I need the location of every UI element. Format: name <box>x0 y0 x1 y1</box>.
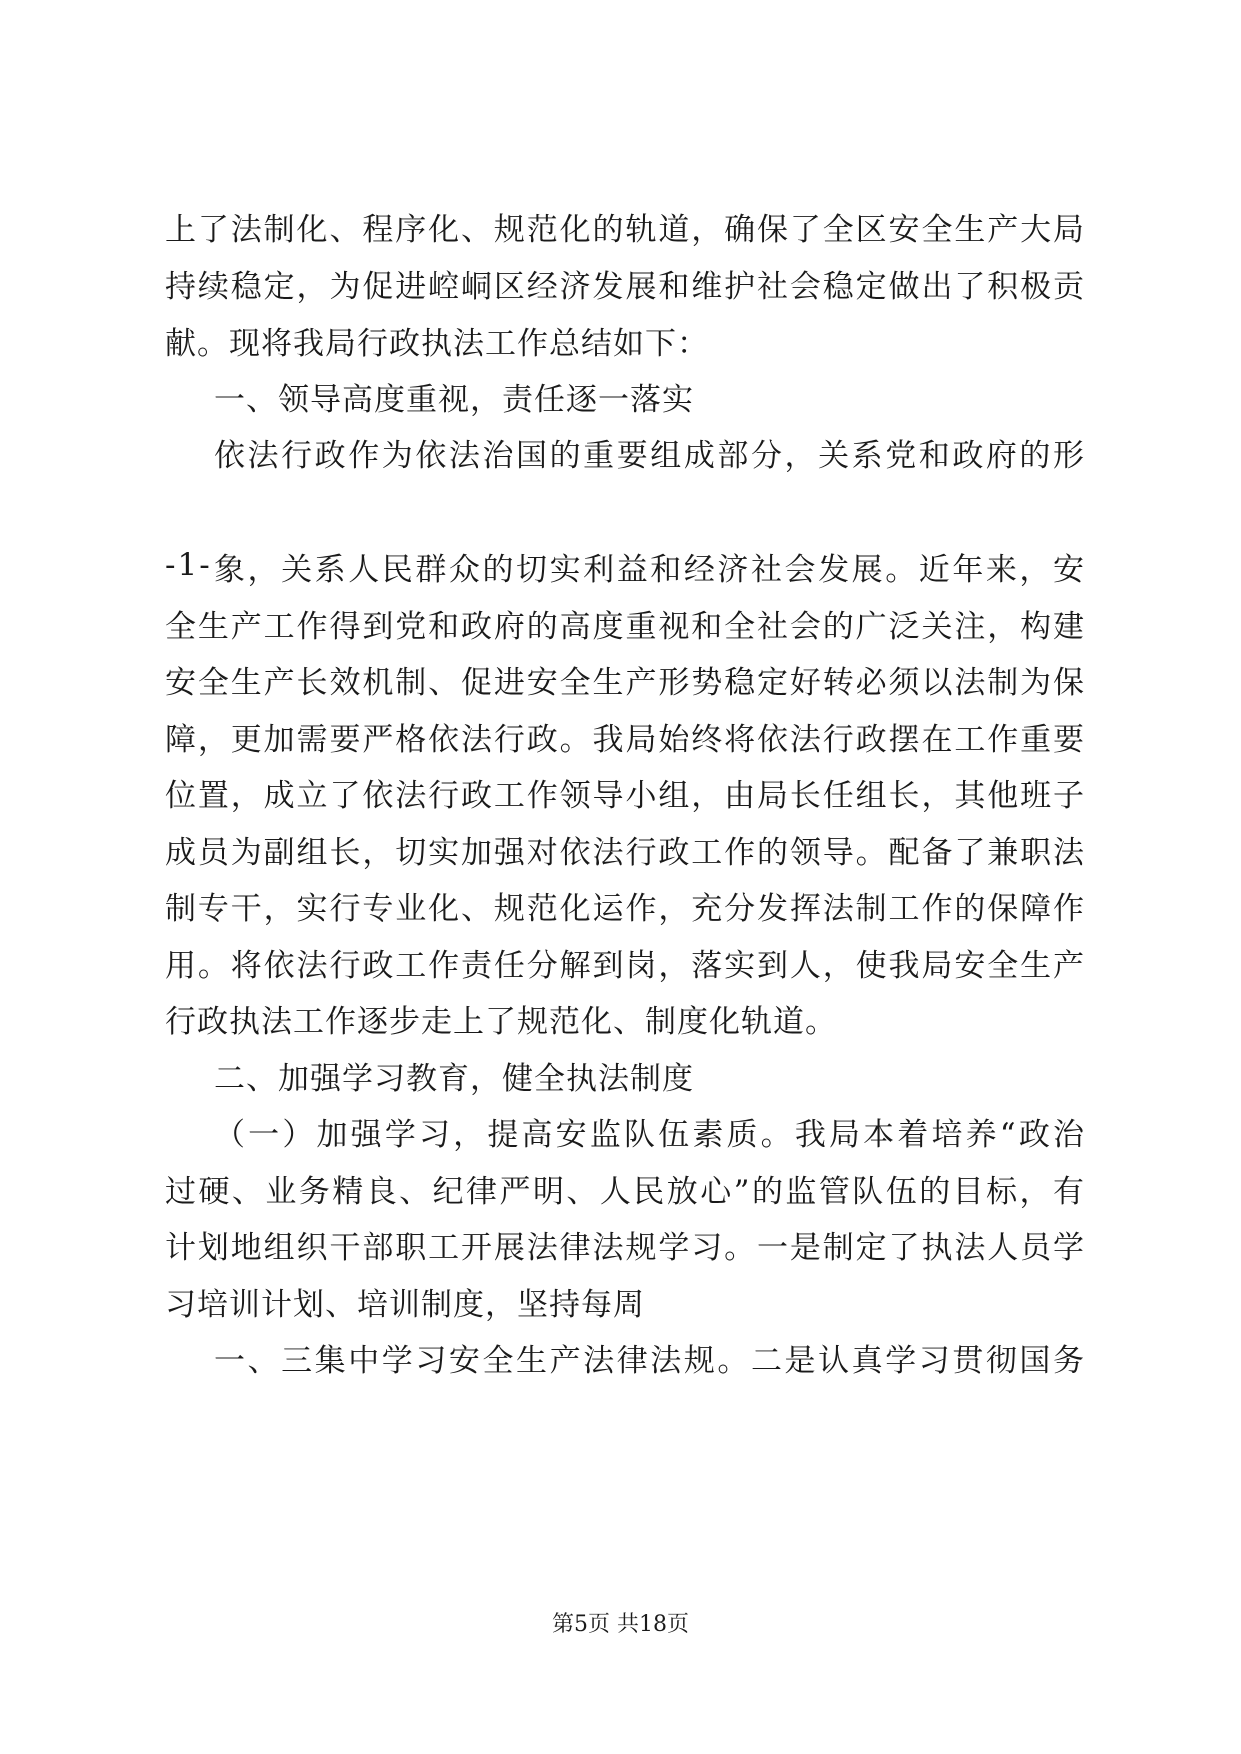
body-line-12: 制专干，实行专业化、规范化运作，充分发挥法制工作的保障作 <box>165 891 1085 927</box>
body-line-20: 一、三集中学习安全生产法律法规。二是认真学习贯彻国务 <box>214 1343 1085 1379</box>
page-footer: 第5页 共18页 <box>552 1612 689 1637</box>
section-heading-1: 一、领导高度重视，责任逐一落实 <box>214 382 694 418</box>
body-line-2: 持续稳定，为促进崆峒区经济发展和维护社会稳定做出了积极贡 <box>165 269 1085 305</box>
body-line-18: 计划地组织干部职工开展法律法规学习。一是制定了执法人员学 <box>165 1230 1085 1266</box>
body-line-6: 象，关系人民群众的切实利益和经济社会发展。近年来，安 <box>214 552 1085 588</box>
body-line-14: 行政执法工作逐步走上了规范化、制度化轨道。 <box>165 1004 837 1040</box>
section-heading-2: 二、加强学习教育，健全执法制度 <box>214 1061 694 1097</box>
body-line-7: 全生产工作得到党和政府的高度重视和全社会的广泛关注，构建 <box>165 609 1085 645</box>
inline-page-marker: -1- <box>165 547 212 583</box>
body-line-17: 过硬、业务精良、纪律严明、人民放心”的监管队伍的目标，有 <box>165 1174 1085 1210</box>
body-line-1: 上了法制化、程序化、规范化的轨道，确保了全区安全生产大局 <box>165 212 1085 248</box>
body-line-5: 依法行政作为依法治国的重要组成部分，关系党和政府的形 <box>214 438 1085 474</box>
body-line-13: 用。将依法行政工作责任分解到岗，落实到人，使我局安全生产 <box>165 948 1085 984</box>
body-line-11: 成员为副组长，切实加强对依法行政工作的领导。配备了兼职法 <box>165 835 1085 871</box>
body-line-8: 安全生产长效机制、促进安全生产形势稳定好转必须以法制为保 <box>165 665 1085 701</box>
body-line-9: 障，更加需要严格依法行政。我局始终将依法行政摆在工作重要 <box>165 722 1085 758</box>
body-line-19: 习培训计划、培训制度，坚持每周 <box>165 1287 645 1323</box>
body-line-16: （一）加强学习，提高安监队伍素质。我局本着培养“政治 <box>214 1117 1085 1153</box>
body-line-10: 位置，成立了依法行政工作领导小组，由局长任组长，其他班子 <box>165 778 1085 814</box>
body-line-3: 献。现将我局行政执法工作总结如下： <box>165 326 709 362</box>
